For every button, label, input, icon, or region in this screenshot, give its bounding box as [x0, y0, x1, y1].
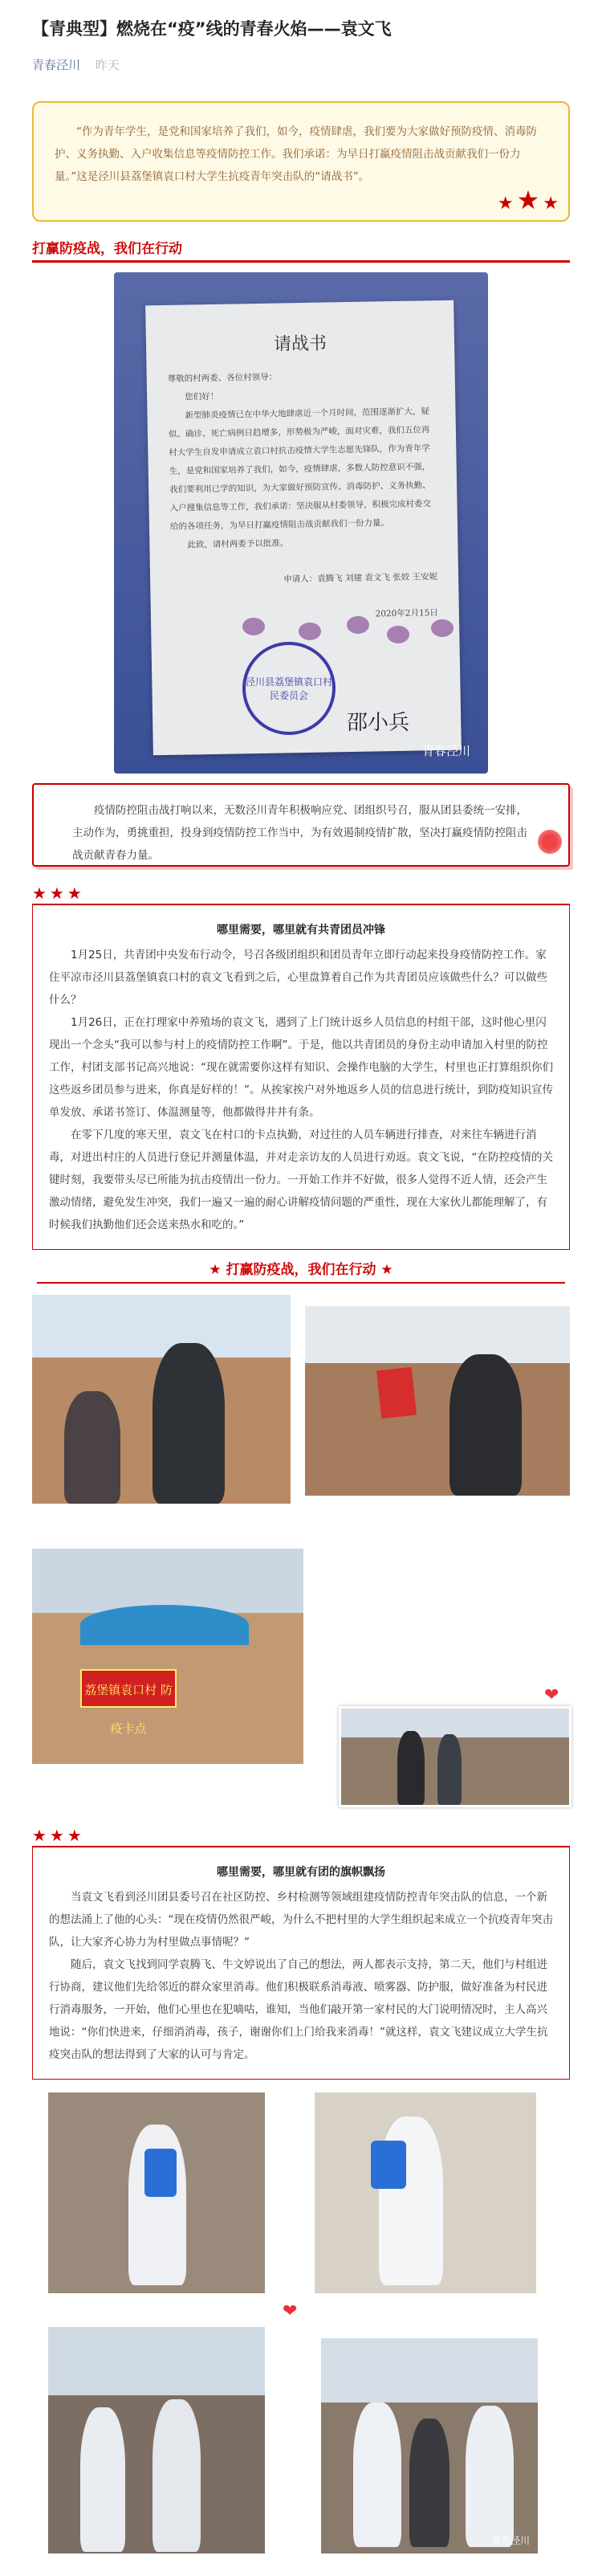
- photo-volunteer-team-1[interactable]: [48, 2327, 265, 2554]
- heart-icon: ❤: [544, 1685, 559, 1705]
- fingerprint-icon: [431, 619, 454, 637]
- story-section-1: [32, 904, 570, 1250]
- article-title: 【青典型】燃烧在“疫”线的青春火焰——袁文飞: [32, 19, 392, 39]
- star-decoration: ★★★: [497, 185, 562, 215]
- fingerprint-icon: [299, 623, 321, 640]
- photo-group-3: [32, 2092, 570, 2566]
- handwritten-signature: 邵小兵: [347, 711, 410, 735]
- star-decoration: ★★★: [32, 884, 85, 903]
- protective-suit-figure: [80, 2407, 125, 2552]
- divider: [32, 260, 570, 263]
- section-heading-action: ★ 打赢防疫战，我们在行动 ★: [209, 1262, 393, 1278]
- article-meta: [32, 56, 570, 74]
- fingerprint-icon: [387, 626, 409, 643]
- letter-salutation: 尊敬的村两委、各位村领导：: [167, 372, 278, 384]
- letter-title: 请战书: [273, 333, 327, 355]
- photo-group-2: [32, 1541, 570, 1814]
- paragraph: 当袁文飞看到泾川团县委号召在社区防控、乡村检测等领域组建疫情防控青年突击队的信息，一个新的想法涌上了他的心头：“现在疫情仍然很严峻，为什么不把村里的大学生组织起来成立一个抗疫青年突击队，让大家齐心协力为村里做点事情呢？”: [49, 1891, 553, 1949]
- letter-closing: 此致，请村两委予以批准。: [187, 538, 289, 550]
- letter-signers: 申请人：袁腾飞 刘建 袁文飞 张姣 王安妮: [283, 572, 438, 585]
- photo-registration[interactable]: [32, 1295, 291, 1504]
- virus-icon: [538, 830, 562, 854]
- sprayer-tank: [371, 2141, 406, 2189]
- red-notice: [376, 1367, 417, 1419]
- photo-volunteer-team-2[interactable]: [321, 2338, 538, 2554]
- divider: [37, 1282, 565, 1284]
- intro-text: 疫情防控阻击战打响以来，无数泾川青年积极响应党、团组织号召，服从团县委统一安排，主动作为，勇挑重担，投身到疫情防控工作当中，为有效遏制疫情扩散，坚决打赢疫情防控阻击战贡献青春力量。: [72, 804, 527, 862]
- volunteer-figure: [153, 1343, 225, 1504]
- star-decoration: ★★★: [32, 1826, 85, 1845]
- paragraph: 随后，袁文飞找到同学袁腾飞、牛文婷说出了自己的想法，两人都表示支持，第二天，他们与村组进行协商，建议他们先给邻近的群众家里消毒。他们积极联系消毒液、喷雾器、防护服，做好准备为村民进行消毒服务，一开始，他们心里也在犯嘀咕，谁知，当他们敲开第一家村民的大门说明情况时，主人高兴地说：“你们快进来，仔细消消毒，孩子，谢谢你们上门给我来消毒！”就这样，袁文飞建议成立大学生抗疫突击队的想法得到了大家的认可与肯定。: [49, 1958, 548, 2061]
- photo-group-1: [32, 1295, 570, 1536]
- villager-figure: [409, 2419, 449, 2547]
- photo-road-checkpoint[interactable]: [339, 1706, 571, 1807]
- fingerprint-icon: [347, 616, 369, 634]
- checkpoint-sign: 荔堡镇袁口村 防疫卡点: [80, 1669, 177, 1708]
- paragraph: 在零下几度的寒天里，袁文飞在村口的卡点执勤，对过往的人员车辆进行排查，对来往车辆进行消毒，对进出村庄的人员进行登记并测量体温，并对走亲访友的人员进行劝返。袁文飞说，“在防控疫情的关键时刻，我要带头尽已所能为抗击疫情出一份力。一开始工作并不好做，很多人觉得不近人情，还会产生激动情绪，避免发生冲突，我们一遍又一遍的耐心讲解疫情问题的严重性，现在大家伙儿都能理解了，有时候我们执勤他们还会送来热水和吃的。”: [49, 1129, 553, 1231]
- volunteer-figure: [397, 1731, 425, 1805]
- letter-date: 2020年2月15日: [375, 608, 438, 619]
- watermark: 青春泾川: [490, 2535, 530, 2546]
- fingerprint-icon: [242, 618, 265, 635]
- section-heading-action: 打赢防疫战，我们在行动: [32, 241, 182, 257]
- quote-text: “作为青年学生，是党和国家培养了我们，如今，疫情肆虐，我们要为大家做好预防疫情、消毒防护、义务执勤、入户收集信息等疫情防控工作。我们承诺：为早日打赢疫情阻击战贡献我们一份力量。”这是泾川县荔堡镇袁口村大学生抗疫青年突击队的“请战书”。: [55, 125, 537, 183]
- heart-icon: ❤: [283, 2301, 298, 2321]
- volunteer-figure: [437, 1734, 462, 1805]
- photo-disinfect-1[interactable]: [48, 2092, 265, 2293]
- photo-checkpoint[interactable]: [32, 1549, 303, 1764]
- publish-date: 昨天: [95, 58, 120, 72]
- volunteer-figure: [449, 1354, 522, 1496]
- quote-box: [32, 101, 570, 222]
- photo-disinfect-2[interactable]: [315, 2092, 536, 2293]
- letter-body: 新型肺炎疫情已在中华大地肆虐近一个月时间，范围逐渐扩大，疑似、确诊、死亡病例日趋增多，形势极为严峻，面对灾难，我们五位再村大学生自发申请成立袁口村抗击疫情大学生志愿先锋队，作为青年学生，是党和国家培养了我们，如今，疫情肆虐，多数人防控意识不强，我们要利用已学的知识，为大家做好预防宣传、消毒防护、义务执勤、入户搜集信息等工作，我们承诺：坚决服从村委领导，积极完成村委交给的各项任务，为早日打赢疫情阻击战贡献我们一份力量。: [168, 406, 432, 532]
- letter-greeting: 您们好！: [185, 391, 219, 402]
- story-section-2: [32, 1846, 570, 2080]
- protective-suit-figure: [353, 2402, 401, 2547]
- section-1-heading: 哪里需要，哪里就有共青团员冲锋: [217, 924, 385, 937]
- paragraph: 1月26日，正在打理家中养殖场的袁文飞，遇到了上门统计返乡人员信息的村组干部，这时他心里闪现出一个念头“我可以参与村上的疫情防控工作啊”。于是，他以共青团员的身份主动申请加入村里的防控工作，村团支部书记高兴地说：“现在就需要你这样有知识、会操作电脑的大学生，村里也正打算组织你们这些返乡团员参与进来，你真是好样的！”。从挨家挨户对外地返乡人员的信息进行统计，到防疫知识宣传单发放、承诺书签订、体温测量等，他都做得井井有条。: [49, 1016, 553, 1119]
- villager-figure: [64, 1391, 120, 1504]
- intro-box: [32, 783, 570, 867]
- official-seal: 泾川县荔堡镇袁口村民委员会: [242, 642, 336, 735]
- protective-suit-figure: [153, 2399, 201, 2552]
- letter-photo[interactable]: [114, 272, 488, 774]
- account-link[interactable]: 青春泾川: [32, 58, 81, 72]
- photo-posting-notice[interactable]: [305, 1306, 570, 1496]
- section-2-heading: 哪里需要，哪里就有团的旗帜飘扬: [217, 1866, 385, 1879]
- watermark: 青春泾川: [421, 744, 470, 758]
- tent-canopy: [80, 1605, 249, 1645]
- sprayer-tank: [144, 2149, 177, 2197]
- paragraph: 1月25日，共青团中央发布行动令，号召各级团组织和团员青年立即行动起来投身疫情防控工作。家住平凉市泾川县荔堡镇袁口村的袁文飞看到之后，心里盘算着自己作为共青团员应该做些什么？可以做些什么？: [49, 949, 547, 1006]
- protective-suit-figure: [466, 2406, 514, 2547]
